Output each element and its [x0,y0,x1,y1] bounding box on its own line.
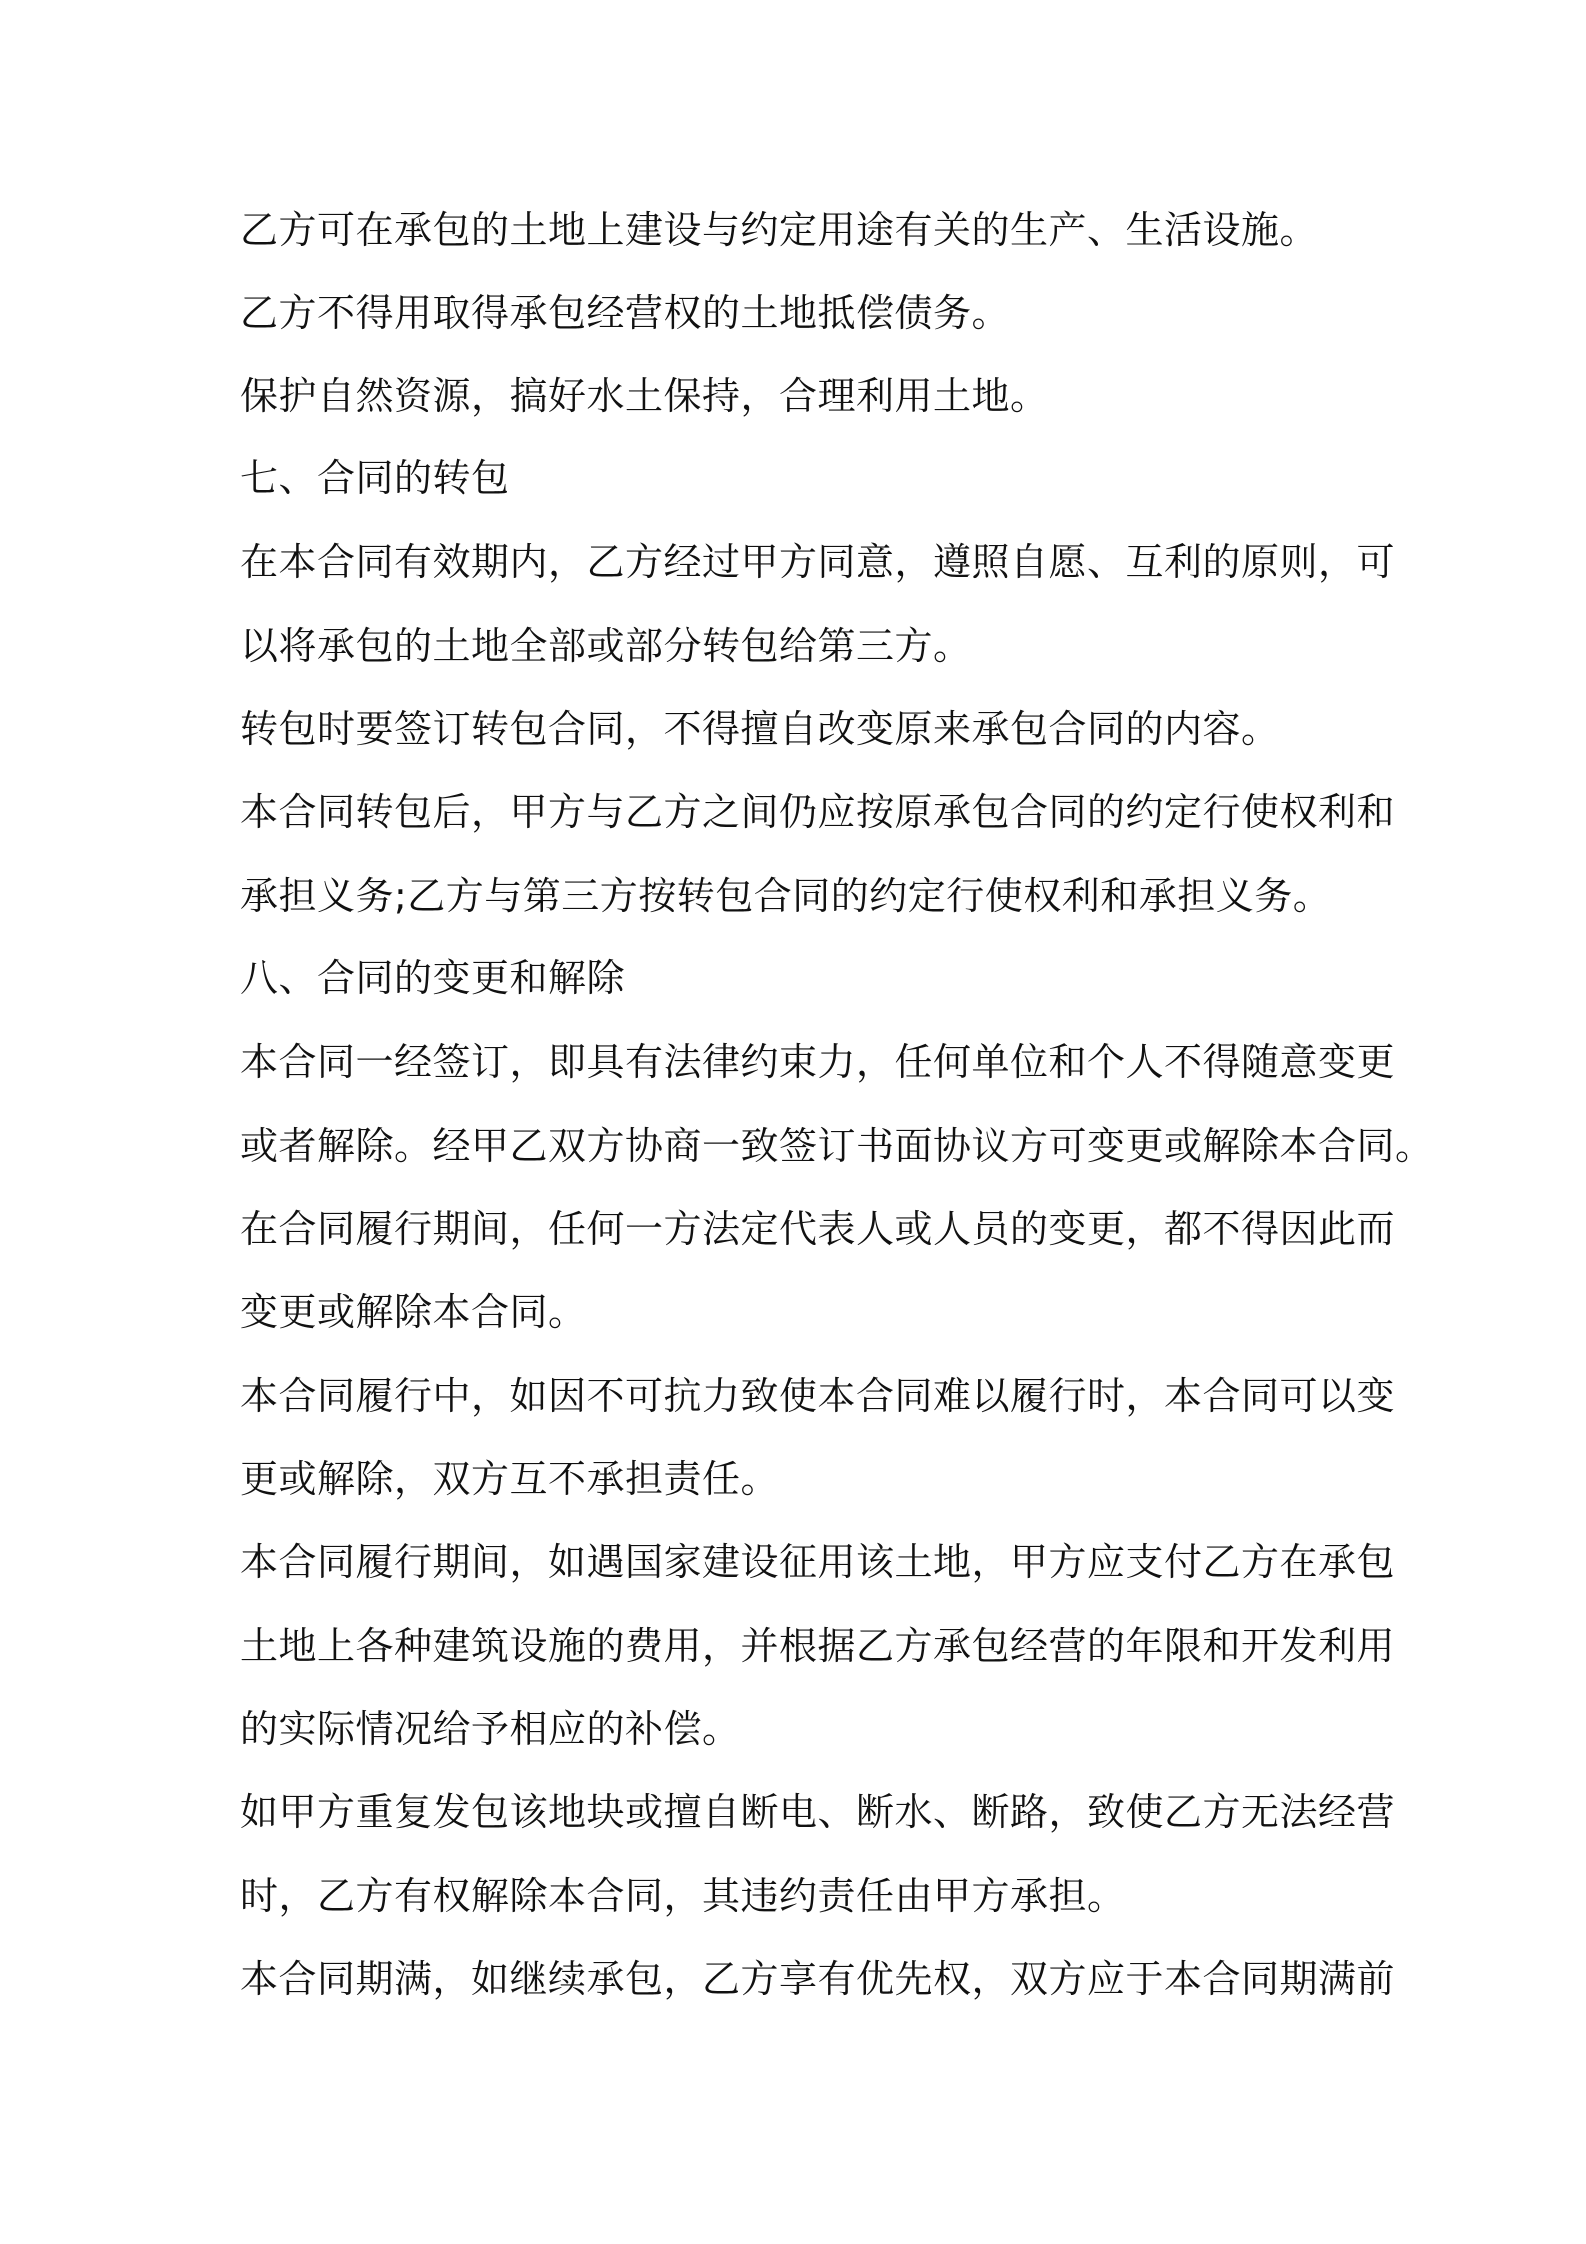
text-line: 的实际情况给予相应的补偿。 [240,1707,741,1751]
text-line: 或者解除。经甲乙双方协商一致签订书面协议方可变更或解除本合同。 [240,1124,1434,1168]
text-line: 变更或解除本合同。 [240,1290,587,1334]
text-line: 土地上各种建筑设施的费用，并根据乙方承包经营的年限和开发利用 [240,1624,1396,1668]
text-line: 乙方不得用取得承包经营权的土地抵偿债务。 [240,291,1011,335]
section-heading: 七、合同的转包 [240,456,510,500]
text-line: 本合同履行中，如因不可抗力致使本合同难以履行时，本合同可以变 [240,1374,1396,1418]
text-line: 乙方可在承包的土地上建设与约定用途有关的生产、生活设施。 [240,208,1319,252]
text-line: 保护自然资源，搞好水土保持，合理利用土地。 [240,374,1049,418]
text-line: 本合同履行期间，如遇国家建设征用该土地，甲方应支付乙方在承包 [240,1540,1396,1584]
text-line: 转包时要签订转包合同，不得擅自改变原来承包合同的内容。 [240,707,1280,751]
text-line: 本合同期满，如继续承包，乙方享有优先权，双方应于本合同期满前 [240,1957,1396,2001]
text-line: 如甲方重复发包该地块或擅自断电、断水、断路，致使乙方无法经营 [240,1790,1396,1834]
text-line: 时，乙方有权解除本合同，其违约责任由甲方承担。 [240,1874,1126,1918]
text-line: 在合同履行期间，任何一方法定代表人或人员的变更，都不得因此而 [240,1207,1396,1251]
text-line: 承担义务;乙方与第三方按转包合同的约定行使权利和承担义务。 [240,874,1332,918]
section-heading: 八、合同的变更和解除 [240,956,626,1000]
text-line: 更或解除，双方互不承担责任。 [240,1457,780,1501]
text-line: 以将承包的土地全部或部分转包给第三方。 [240,624,972,668]
text-line: 在本合同有效期内，乙方经过甲方同意，遵照自愿、互利的原则，可 [240,540,1396,584]
text-line: 本合同一经签订，即具有法律约束力，任何单位和个人不得随意变更 [240,1040,1396,1084]
text-line: 本合同转包后，甲方与乙方之间仍应按原承包合同的约定行使权利和 [240,790,1396,834]
